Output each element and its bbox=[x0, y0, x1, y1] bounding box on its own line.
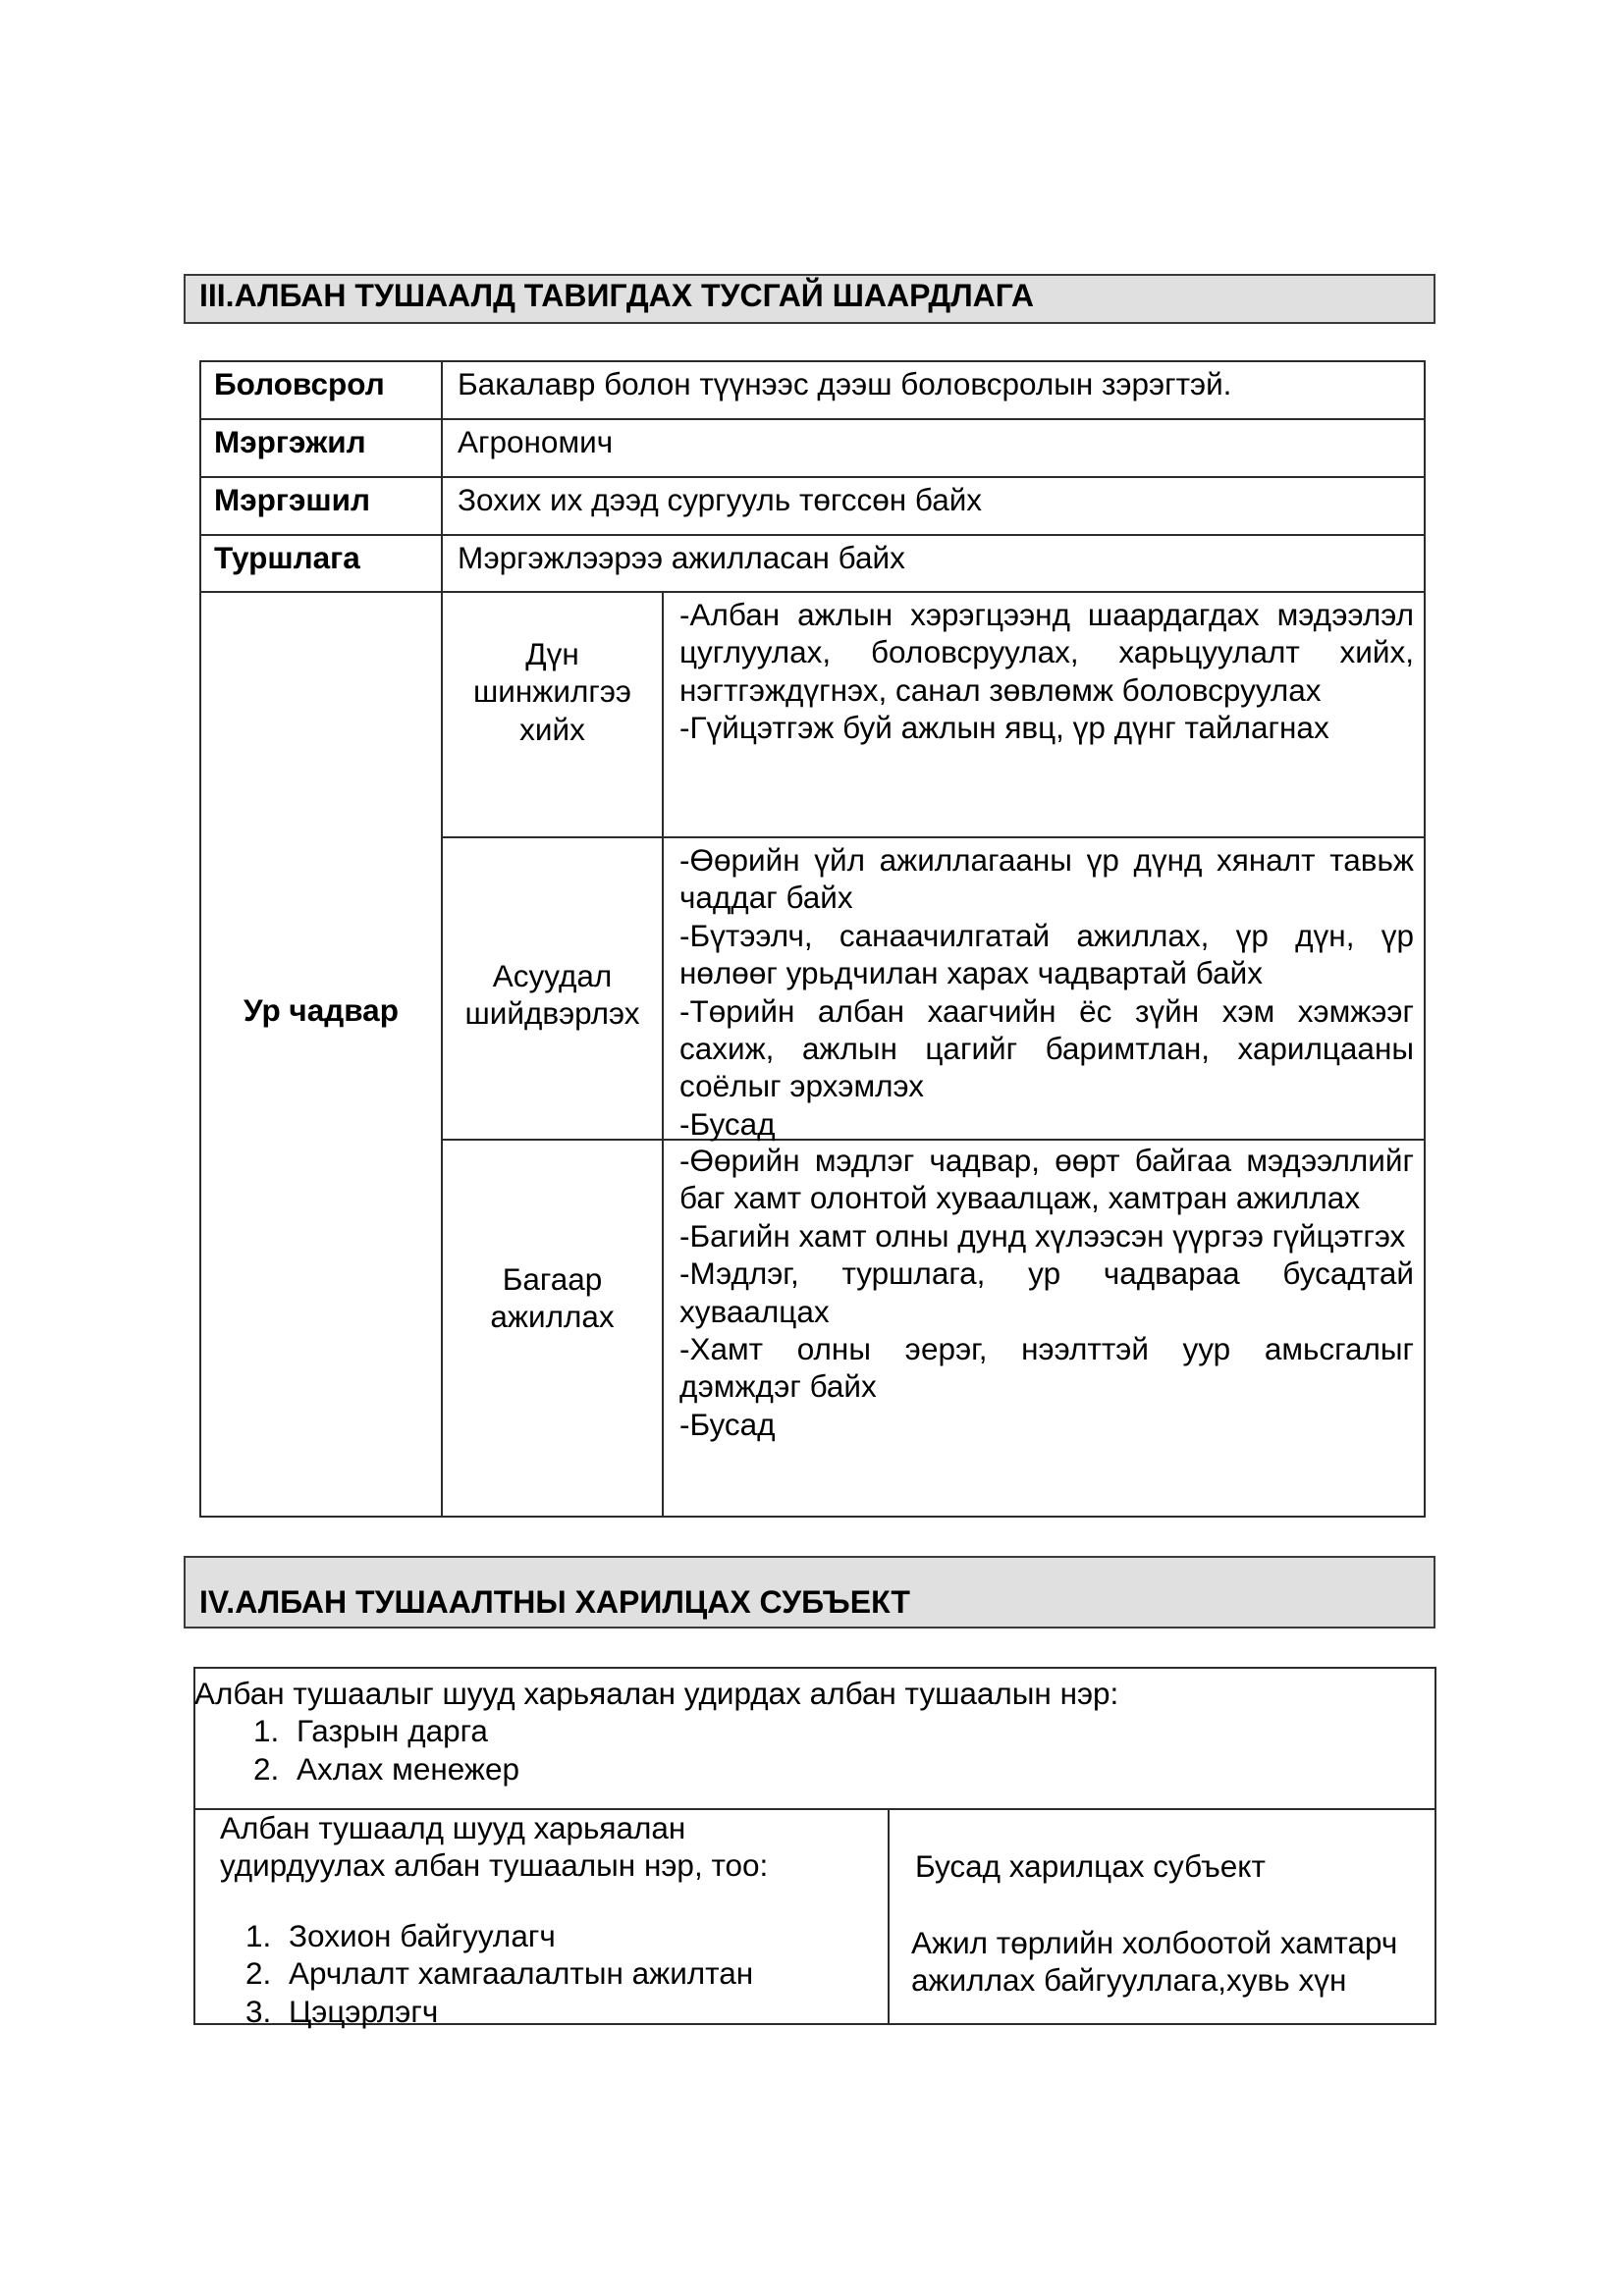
subordinate-item: 1. Зохион байгуулагч bbox=[245, 1918, 556, 1953]
subordinates-block bbox=[220, 1809, 878, 1885]
skill-group-analysis-name: Дүн шинжилгээ хийх bbox=[473, 636, 631, 747]
row-value-education: Бакалавр болон түүнээс дээш боловсролын зэрэгтэй. bbox=[458, 366, 1232, 401]
row-label-education: Боловсрол bbox=[214, 366, 385, 401]
skill-item: -Хамт олны эерэг, нээлттэй уур амьсгалыг дэмждэг байх bbox=[679, 1331, 1414, 1405]
subordinate-item: 2. Арчлалт хамгаалалтын ажилтан bbox=[245, 1955, 754, 1992]
skill-item: -Өөрийн үйл ажиллагааны үр дүнд хяналт тавьж чаддаг байх bbox=[679, 842, 1414, 916]
section-4-title: IV.АЛБАН ТУШААЛТНЫ ХАРИЛЦАХ СУБЪЕКТ bbox=[199, 1584, 910, 1620]
skill-group-problem-solving-name: Асуудал шийдвэрлэх bbox=[464, 958, 640, 1032]
supervisor-item: 1. Газрын дарга bbox=[253, 1713, 488, 1749]
subordinate-item: 3. Цэцэрлэгч bbox=[245, 1993, 439, 2029]
skill-item: -Бусад bbox=[679, 1406, 776, 1442]
others-heading: Бусад харилцах субъект bbox=[915, 1848, 1266, 1884]
row-value-experience: Мэргэжлээрээ ажилласан байх bbox=[458, 540, 905, 575]
supervisors-block bbox=[194, 1675, 1432, 1788]
supervisors-heading: Албан тушаалыг шууд харьяалан удирдах албан тушаалын нэр: bbox=[194, 1676, 1119, 1711]
skill-item: -Өөрийн мэдлэг чадвар, өөрт байгаа мэдээллийг баг хамт олонтой хуваалцаж, хамтран ажиллах bbox=[679, 1143, 1414, 1216]
subordinates-heading-line-2: удирдуулах албан тушаалын нэр, тоо: bbox=[220, 1847, 769, 1884]
skill-item: -Албан ажлын хэрэгцээнд шаардагдах мэдээлэл цуглуулах, боловсруулах, харьцуулалт хийх, нэгтгэждүгнэх, санал зөвлөмж боловсруулах bbox=[679, 597, 1414, 708]
subordinates-heading-line-1: Албан тушаалд шууд харьяалан bbox=[220, 1810, 686, 1845]
supervisor-item: 2. Ахлах менежер bbox=[253, 1750, 520, 1787]
skills-label: Ур чадвар bbox=[244, 992, 399, 1028]
skill-item: -Бүтээлч, санаачилгатай ажиллах, үр дүн, үр нөлөөг урьдчилан харах чадвартай байх bbox=[679, 917, 1414, 991]
skill-item: -Мэдлэг, туршлага, ур чадвараа бусадтай хуваалцах bbox=[679, 1255, 1414, 1329]
row-label-experience: Туршлага bbox=[214, 540, 360, 575]
skill-item: -Төрийн албан хаагчийн ёс зүйн хэм хэмжээг сахиж, ажлын цагийг баримтлан, харилцааны соёлыг эрхэмлэх bbox=[679, 992, 1414, 1104]
section-3-title: III.АЛБАН ТУШААЛД ТАВИГДАХ ТУСГАЙ ШААРДЛАГА bbox=[199, 278, 1034, 313]
row-value-profession: Агрономич bbox=[458, 424, 614, 459]
others-text: Ажил төрлийн холбоотой хамтарч ажиллах байгууллага,хувь хүн bbox=[911, 1925, 1398, 1999]
subordinates-list bbox=[245, 1917, 874, 2030]
skill-item: -Бусад bbox=[679, 1105, 776, 1142]
skill-group-teamwork-name: Багаар ажиллах bbox=[490, 1261, 615, 1335]
skill-item: -Багийн хамт олны дунд хүлээсэн үүргээ гүйцэтгэх bbox=[679, 1217, 1406, 1254]
row-label-qualification: Мэргэшил bbox=[214, 482, 371, 517]
row-label-profession: Мэргэжил bbox=[214, 424, 366, 459]
row-value-qualification: Зохих их дээд сургууль төгссөн байх bbox=[458, 482, 983, 517]
skill-item: -Гүйцэтгэж буй ажлын явц, үр дүнг тайлагнах bbox=[679, 710, 1329, 746]
